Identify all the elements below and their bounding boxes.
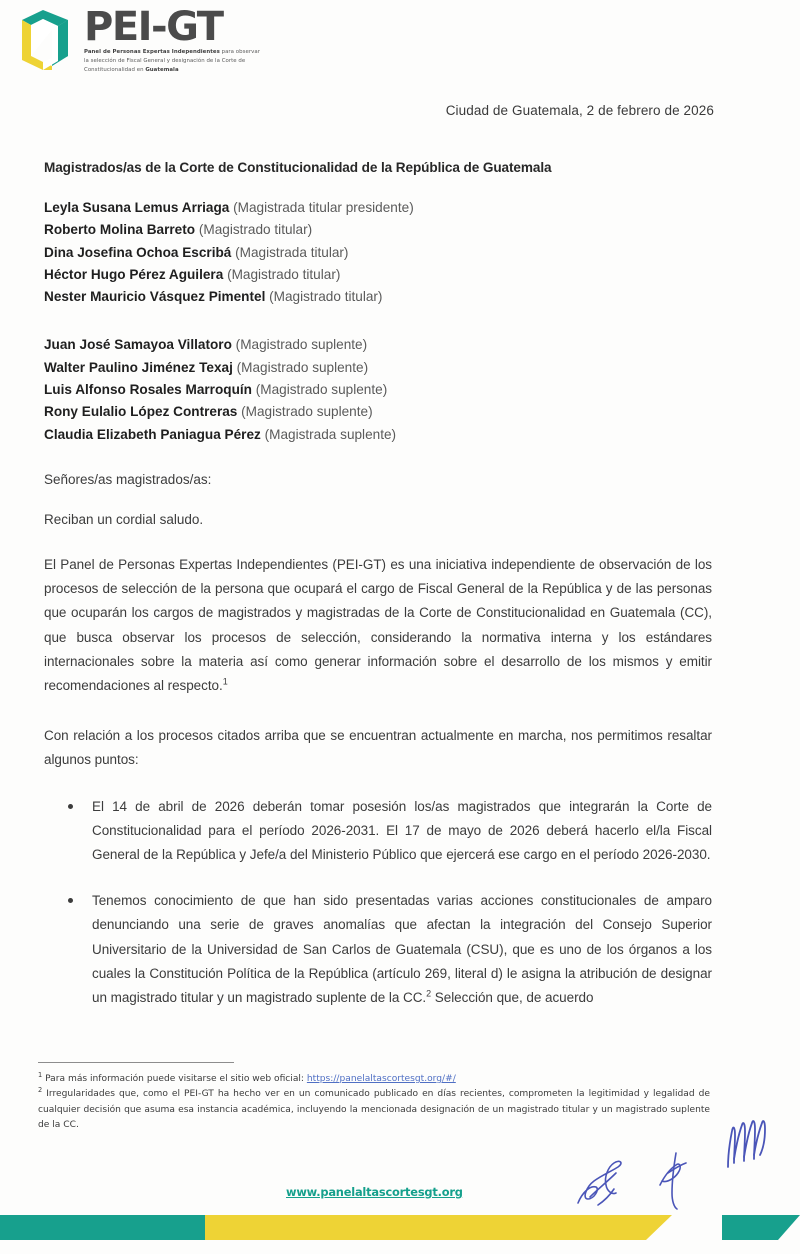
- magistrate-role: (Magistrada titular presidente): [233, 200, 414, 215]
- footer-website-link[interactable]: www.panelaltascortesgt.org: [286, 1185, 463, 1199]
- titular-magistrates-list: [44, 197, 712, 308]
- bullet-dot-icon: [68, 898, 73, 903]
- magistrate-name: Nester Mauricio Vásquez Pimentel: [44, 289, 266, 305]
- letterhead: [12, 6, 266, 74]
- paragraph-one: [44, 553, 712, 698]
- magistrate-name: Claudia Elizabeth Paniagua Pérez: [44, 426, 261, 442]
- footnote-separator: [38, 1062, 234, 1063]
- list-item: [44, 197, 712, 219]
- logo-subtitle: [84, 48, 266, 74]
- list-item: [44, 424, 712, 446]
- bullet-dot-icon: [68, 804, 73, 809]
- list-item: [44, 334, 712, 356]
- list-item: [44, 357, 712, 379]
- magistrate-role: (Magistrado titular): [269, 289, 383, 305]
- magistrate-name: Roberto Molina Barreto: [44, 222, 196, 238]
- footnote-link[interactable]: https://panelaltascortesgt.org/#/: [306, 1074, 456, 1084]
- footnote-1: [38, 1072, 710, 1087]
- bullet-text: Tenemos conocimiento de que han sido presentadas varias acciones constitucionales de amparo denunciando una serie de graves anomalías que afectan la integración del Consejo Superior Universitario de la Universidad de San Carlos de Guatemala (CSU), que es uno de los órganos a los cuales la Constitución Política de la República (artículo 269, literal d) le asigna la atribución de designar un magistrado titular y un magistrado suplente de la CC.: [92, 893, 712, 1006]
- letterhead-text: [84, 6, 266, 74]
- magistrate-name: Juan José Samayoa Villatoro: [44, 337, 232, 353]
- bullet-list: [44, 795, 712, 1011]
- paragraph-one-text: El Panel de Personas Expertas Independientes (PEI-GT) es una iniciativa independiente de observación de los procesos de selección de la persona que ocupará el cargo de Fiscal General de la República y de las personas que ocuparán los cargos de magistrados y magistradas de la Corte de Constitucionalidad en Guatemala (CC), que busca observar los procesos de selección, considerando la normativa interna y los estándares internacionales sobre la materia así como generar información sobre el desarrollo de los mismos y emitir recomendaciones al respecto.: [44, 556, 712, 693]
- logo-subtitle-country: Guatemala: [145, 66, 179, 73]
- magistrate-role: (Magistrado suplente): [236, 359, 369, 375]
- footnote-marker: 1: [38, 1070, 43, 1079]
- magistrate-role: (Magistrado suplente): [255, 382, 388, 398]
- magistrate-name: Héctor Hugo Pérez Aguilera: [44, 266, 224, 282]
- date-line: Ciudad de Guatemala, 2 de febrero de 2026: [445, 103, 714, 118]
- footnotes-section: [38, 1062, 710, 1134]
- letter-body: [44, 160, 712, 1032]
- magistrate-role: (Magistrado titular): [227, 266, 341, 282]
- list-item: [44, 379, 712, 401]
- logo-wordmark: PEI-GT: [84, 4, 223, 50]
- footer-teal-bar-left: [0, 1215, 205, 1240]
- bullet-text: El 14 de abril de 2026 deberán tomar posesión los/as magistrados que integrarán la Corte de Constitucionalidad para el período 2026-2031. El 17 de mayo de 2026 deberá hacerlo el/la Fiscal General de la República y Jefe/a del Ministerio Público que ejercerá ese cargo en el período 2026-2030.: [92, 798, 712, 862]
- salutation: Señores/as magistrados/as:: [44, 471, 212, 487]
- list-item: [44, 401, 712, 423]
- footnote-ref-2[interactable]: 2: [426, 988, 432, 999]
- footnote-ref-1[interactable]: 1: [222, 676, 228, 687]
- list-item: [44, 219, 712, 241]
- footnote-marker: 2: [38, 1086, 43, 1095]
- magistrate-role: (Magistrada titular): [235, 244, 349, 260]
- magistrate-role: (Magistrada suplente): [264, 426, 397, 442]
- magistrate-name: Rony Eulalio López Contreras: [44, 404, 238, 420]
- logo-subtitle-strong: Panel de Personas Expertas Independientes: [84, 49, 220, 55]
- bullet-text-continued: Selección que, de acuerdo: [431, 990, 594, 1006]
- footer-teal-bar-right: [722, 1215, 800, 1240]
- magistrate-role: (Magistrado suplente): [241, 404, 373, 420]
- magistrate-role: (Magistrado suplente): [235, 337, 368, 353]
- list-item: [44, 286, 712, 308]
- addressee-title: Magistrados/as de la Corte de Constitucionalidad de la República de Guatemala: [44, 160, 552, 175]
- footnote-text: Irregularidades que, como el PEI-GT ha hecho ver en un comunicado publicado en días recientes, comprometen la legitimidad y legalidad de cualquier decisión que asuma esa instancia académica, incluyendo la mencionada designación de un magistrado titular y un magistrado suplente de la CC.: [38, 1089, 710, 1131]
- footnote-text: Para más información puede visitarse el sitio web oficial:: [45, 1074, 307, 1084]
- magistrate-name: Dina Josefina Ochoa Escribá: [44, 244, 232, 260]
- magistrate-role: (Magistrado titular): [198, 222, 313, 238]
- magistrate-name: Leyla Susana Lemus Arriaga: [44, 200, 230, 215]
- list-item: [44, 889, 712, 1010]
- footnote-2: [38, 1087, 710, 1133]
- magistrate-name: Luis Alfonso Rosales Marroquín: [44, 382, 252, 398]
- logo-subtitle-rest: para observar la selección de Fiscal General y designación de la Corte de Constitucionalidad en: [84, 49, 260, 73]
- list-item: [44, 242, 712, 264]
- list-item: [44, 264, 712, 286]
- pei-gt-cube-logo-icon: [12, 8, 74, 74]
- magistrate-name: Walter Paulino Jiménez Texaj: [44, 359, 233, 375]
- suplente-magistrates-list: [44, 334, 712, 445]
- list-item: [44, 795, 712, 868]
- greeting: Reciban un cordial saludo.: [44, 511, 204, 527]
- paragraph-two: Con relación a los procesos citados arriba que se encuentran actualmente en marcha, nos permitimos resaltar algunos puntos:: [44, 728, 712, 768]
